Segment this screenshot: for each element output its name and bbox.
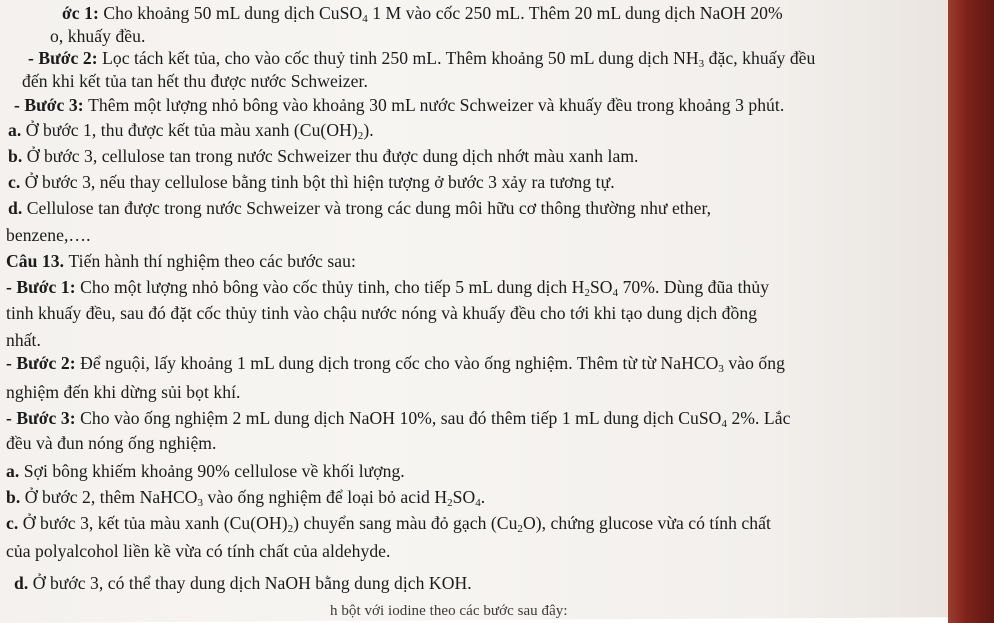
subscript: 3: [197, 497, 204, 509]
text-line: [50, 25, 145, 47]
text-line: [22, 70, 368, 92]
subscript: 4: [721, 418, 728, 430]
text-line: [6, 276, 769, 298]
text-run: 1 M vào cốc 250 mL. Thêm 20 mL dung dịch NaOH 20%: [367, 3, 783, 23]
text-run: Ở bước 3, nếu thay cellulose bằng tinh bột thì hiện tượng ở bước 3 xảy ra tương tự.: [24, 172, 615, 192]
text-run: SO: [589, 277, 613, 297]
text-run: đều và đun nóng ống nghiệm.: [6, 433, 217, 453]
subscript: 2: [447, 497, 453, 509]
text-run: vào ống: [723, 353, 785, 373]
text-line: [6, 352, 785, 374]
text-run: Tiến hành thí nghiệm theo các bước sau:: [68, 251, 356, 271]
text-line: [8, 119, 374, 141]
bold-label: ớc 1:: [62, 3, 104, 23]
text-run: Ở bước 3, cellulose tan trong nước Schweizer thu được dung dịch nhớt màu xanh lam.: [26, 146, 639, 166]
bold-label: - Bước 3:: [14, 95, 89, 115]
text-line: [28, 47, 815, 69]
text-line: [14, 94, 784, 116]
bold-label: a.: [8, 120, 26, 140]
text-line: [330, 600, 568, 622]
text-line: [6, 224, 91, 246]
text-line: [6, 486, 485, 508]
text-line: [14, 572, 472, 594]
bold-label: - Bước 3:: [6, 408, 81, 428]
subscript: 2: [584, 287, 590, 299]
text-run: O), chứng glucose vừa có tính chất: [522, 513, 771, 533]
text-line: [6, 381, 240, 403]
subscript: 3: [718, 363, 724, 375]
text-run: h bột với iodine theo các bước sau đây:: [330, 603, 568, 619]
bold-label: d.: [14, 573, 33, 593]
subscript: 2: [357, 130, 364, 142]
text-line: [8, 171, 615, 193]
text-line: [8, 145, 639, 167]
text-line: [6, 512, 771, 534]
bold-label: c.: [6, 513, 23, 533]
bold-label: c.: [8, 172, 25, 192]
text-run: Ở bước 2, thêm NaHCO: [24, 487, 198, 507]
subscript: 4: [612, 287, 619, 299]
text-run: Cho khoảng 50 mL dung dịch CuSO: [103, 3, 363, 23]
text-run: đến khi kết tủa tan hết thu được nước Schweizer.: [22, 71, 368, 91]
text-run: Cho một lượng nhỏ bông vào cốc thủy tinh, cho tiếp 5 mL dung dịch H: [80, 277, 585, 297]
background-edge: [948, 0, 994, 623]
text-run: Ở bước 3, có thể thay dung dịch NaOH bằng dung dịch KOH.: [32, 573, 472, 593]
bold-label: Câu 13.: [6, 251, 69, 271]
text-run: Ở bước 1, thu được kết tủa màu xanh (Cu(OH): [25, 120, 358, 140]
text-run: của polyalcohol liền kề vừa có tính chất của aldehyde.: [6, 541, 391, 561]
bold-label: d.: [8, 198, 27, 218]
text-run: Lọc tách kết tủa, cho vào cốc thuỷ tinh 250 mL. Thêm khoảng 50 mL dung dịch NH: [102, 48, 699, 68]
text-run: Cho vào ống nghiệm 2 mL dung dịch NaOH 10%, sau đó thêm tiếp 1 mL dung dịch CuSO: [80, 408, 722, 428]
text-run: Thêm một lượng nhỏ bông vào khoảng 30 mL nước Schweizer và khuấy đều trong khoảng 3 phút.: [88, 95, 785, 115]
text-line: [6, 460, 405, 482]
bold-label: - Bước 2:: [28, 48, 103, 68]
text-run: Sợi bông khiếm khoảng 90% cellulose về khối lượng.: [23, 461, 405, 481]
text-line: [6, 432, 217, 454]
bold-label: - Bước 2:: [6, 353, 81, 373]
text-run: o, khuấy đều.: [50, 26, 146, 46]
text-run: ) chuyển sang màu đỏ gạch (Cu: [293, 513, 518, 533]
subscript: 3: [698, 58, 705, 70]
text-line: [6, 329, 41, 351]
text-run: .: [480, 487, 486, 507]
text-line: [6, 407, 790, 429]
text-run: Cellulose tan được trong nước Schweizer và trong các dung môi hữu cơ thông thường như ether,: [26, 198, 712, 218]
text-run: benzene,….: [6, 225, 91, 245]
subscript: 2: [287, 523, 294, 535]
text-run: nhất.: [6, 330, 41, 350]
text-run: tinh khuấy đều, sau đó đặt cốc thủy tinh vào chậu nước nóng và khuấy đều cho tới khi tạo dung dịch đồng: [6, 303, 758, 323]
bold-label: b.: [6, 487, 25, 507]
text-run: đặc, khuấy đều: [704, 48, 816, 68]
subscript: 4: [475, 497, 481, 509]
text-run: vào ống nghiệm để loại bỏ acid H: [203, 487, 448, 507]
text-run: Ở bước 3, kết tủa màu xanh (Cu(OH): [22, 513, 288, 533]
text-run: 70%. Dùng đũa thủy: [618, 277, 770, 297]
subscript: 4: [362, 13, 368, 25]
text-line: [6, 302, 757, 324]
subscript: 2: [517, 523, 523, 535]
text-line: [62, 2, 783, 24]
text-line: [8, 197, 711, 219]
text-run: ).: [363, 120, 374, 140]
text-line: [6, 540, 391, 562]
bold-label: b.: [8, 146, 27, 166]
text-run: Để nguội, lấy khoảng 1 mL dung dịch trong cốc cho vào ống nghiệm. Thêm từ từ NaHCO: [80, 353, 719, 373]
text-line: [6, 250, 356, 272]
bold-label: a.: [6, 461, 24, 481]
bold-label: - Bước 1:: [6, 277, 81, 297]
text-run: 2%. Lắc: [727, 408, 791, 428]
text-run: nghiệm đến khi dừng sủi bọt khí.: [6, 382, 241, 402]
text-run: SO: [452, 487, 476, 507]
